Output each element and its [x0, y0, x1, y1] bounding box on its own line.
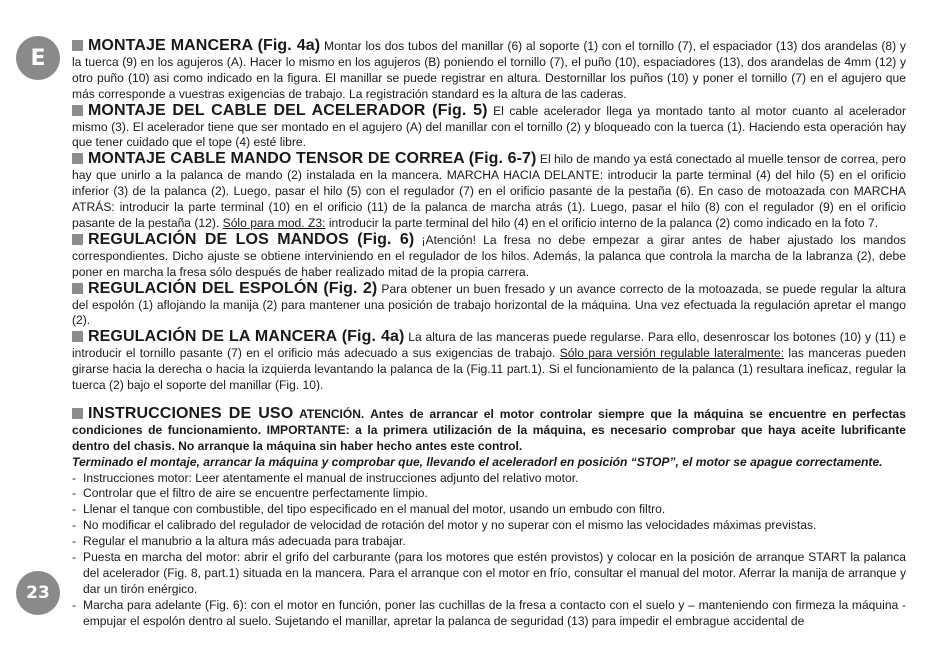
section-regulacion-mancera [72, 329, 906, 394]
page-content [72, 38, 906, 630]
square-bullet-icon [72, 105, 83, 116]
list-item [72, 598, 906, 630]
list-item-text: Instrucciones motor: Leer atentamente el manual de instrucciones adjunto del relativo motor. [83, 470, 579, 485]
language-badge [16, 36, 60, 80]
page-number: 23 [26, 583, 50, 603]
dash-bullet-icon: - [72, 470, 77, 485]
section-text: El hilo de mando ya está conectado al muelle tensor de correa, pero hay que unirlo a la palanca de mando (2) instalada en la mancera. MARCHA HACIA DELANTE: introducir la parte terminal (4) del hilo (5) en el orificio inferior (3) de la palanca (2). Luego, pasar el hilo (5) con el regulador (7) en el orificio pasante de la pestaña (6). En caso de motoazada con MARCHA ATRÁS: introducir la parte terminal (10) en el orificio (11) de la palanca de marcha atrás (1). Luego, pasar el hilo (8) con el regulador (9) en el orificio pasante de la pestaña (12). [72, 152, 907, 230]
section-underlined-note: Sólo para mod. Z3: [222, 215, 326, 230]
list-item-text: Marcha para adelante (Fig. 6): con el motor en función, poner las cuchillas de la fresa a contacto con el suelo y – manteniendo con firmeza la máquina - empujar el espolón dentro al suelo. Sujetando el manillar, apretar la palanca de seguridad (13) para impedir el embrague accidental de [83, 597, 906, 628]
section-title: MONTAJE DEL CABLE DEL ACELERADOR (Fig. 5) [88, 101, 488, 119]
square-bullet-icon [72, 408, 83, 419]
list-item-text: Controlar que el filtro de aire se encuentre perfectamente limpio. [83, 486, 428, 501]
dash-bullet-icon: - [72, 518, 77, 533]
list-item [72, 486, 906, 502]
section-title: REGULACIÓN DE LOS MANDOS (Fig. 6) [88, 230, 415, 248]
instruction-list [72, 471, 906, 630]
list-item-text: Llenar el tanque con combustible, del tipo especificado en el manual del motor, usando un embudo con filtro. [83, 502, 666, 517]
section-regulacion-mandos [72, 232, 906, 281]
list-item [72, 518, 906, 534]
section-text-after: las manceras pueden girarse hacia la derecha o hacia la izquierda levantando la palanca de la (Fig.11 part.1). Si el funcionamiento de la palanca (1) resultara ineficaz, regular la tuerca (2) bajo el soporte del manillar (Fig. 10). [72, 346, 906, 393]
dash-bullet-icon: - [72, 502, 77, 517]
list-item [72, 471, 906, 487]
section-cable-acelerador [72, 103, 906, 152]
section-title: INSTRUCCIONES DE USO [88, 404, 294, 422]
dash-bullet-icon: - [72, 486, 77, 501]
square-bullet-icon [72, 153, 83, 164]
section-text: Para obtener un buen fresado y un avance correcto de la motoazada, se puede regular la altura del espolón (1) aflojando la manija (2) para mantener una posición de trabajo horizontal de la máquina. Una vez efectuada la regulación apretar el mango (2). [72, 281, 906, 328]
section-title: MONTAJE CABLE MANDO TENSOR DE CORREA (Fig. 6-7) [88, 150, 537, 168]
italic-note: Terminado el montaje, arrancar la máquina y comprobar que, llevando el aceleradorl en posición “STOP”, el motor se apague correctamente. [72, 454, 883, 469]
page-number-badge [16, 571, 60, 615]
list-item [72, 534, 906, 550]
square-bullet-icon [72, 283, 83, 294]
dash-bullet-icon: - [72, 597, 77, 612]
square-bullet-icon [72, 234, 83, 245]
section-montaje-mancera [72, 38, 906, 103]
section-text: La altura de las manceras puede regularse. Para ello, desenroscar los botones (10) y (11) e introducir el tornillo pasante (7) en el orificio más adecuado a sus exigencias de trabajo. [72, 330, 906, 361]
square-bullet-icon [72, 40, 83, 51]
section-instrucciones [72, 406, 906, 455]
dash-bullet-icon: - [72, 534, 77, 549]
section-text-after: introducir la parte terminal del hilo (4) en el orificio interno de la palanca (2) como indicado en la foto 7. [328, 215, 879, 230]
section-title: REGULACIÓN DE LA MANCERA (Fig. 4a) [88, 328, 405, 346]
warning-lead: ATENCIÓN. [299, 406, 365, 421]
language-letter: E [30, 45, 46, 71]
square-bullet-icon [72, 331, 83, 342]
section-cable-tensor [72, 151, 906, 232]
list-item-text: Puesta en marcha del motor: abrir el grifo del carburante (para los motores que estén provistos) y colocar en la posición de arranque START la palanca del acelerador (Fig. 8, part.1) situada en la mancera. Para el arranque con el motor en frío, consultar el manual del motor. Aferrar la manija de arranque y dar un tirón enérgico. [83, 550, 906, 596]
section-underlined-note: Sólo para versión regulable lateralmente: [559, 346, 785, 361]
list-item-text: No modificar el calibrado del regulador de velocidad de rotación del motor y no superar con el mismo las velocidades máximas previstas. [83, 518, 817, 533]
warning-text: Antes de arrancar el motor controlar siempre que la máquina se encuentre en perfectas condiciones de funcionamiento. IMPORTANTE: a la primera utilización de la máquina, es necesario comprobar que haya aceite lubrificante dentro del chasis. No arranque la máquina sin haber hecho antes este control. [72, 406, 906, 453]
section-regulacion-espolon [72, 281, 906, 330]
section-text: El cable acelerador llega ya montado tanto al motor cuanto al acelerador mismo (3). El acelerador tiene que ser montado en el agujero (A) del manillar con el tornillo (2) y bloqueado con la tuerca (1). Haciendo esta operación hay que tener cuidado que el tope (4) esté libre. [72, 103, 906, 150]
section-title: REGULACIÓN DEL ESPOLÓN (Fig. 2) [88, 279, 378, 297]
section-text: ¡Atención! La fresa no debe empezar a girar antes de haber ajustado los mandos correspondientes. Dicho ajuste se obtiene interviniendo en el regulador de los hilos. Además, la palanca que controla la marcha de la labranza (2), debe poner en marcha la fresa sólo después de haber realizado mitad de la propia carrera. [72, 232, 906, 279]
dash-bullet-icon: - [72, 550, 77, 565]
list-item-text: Regular el manubrio a la altura más adecuada para trabajar. [83, 534, 406, 549]
section-text: Montar los dos tubos del manillar (6) al soporte (1) con el tornillo (7), el espaciador (13) dos arandelas (8) y la tuerca (9) en los agujeros (A). Hacer lo mismo en los agujeros (B) poniendo el tornillo (7), el puño (10), espaciadores (13), dos arandelas de 4mm (12) y otro puño (10) asi como indicado en la figura. El manillar se puede registrar en altura. Destornillar los puños (10) y poner el tornillo (7) en el agujero que más corresponde a vuestras exigencias de trabajo. La registración standard es la altura de las caderas. [72, 39, 906, 101]
list-item [72, 550, 906, 598]
section-title: MONTAJE MANCERA (Fig. 4a) [88, 37, 321, 54]
list-item [72, 502, 906, 518]
